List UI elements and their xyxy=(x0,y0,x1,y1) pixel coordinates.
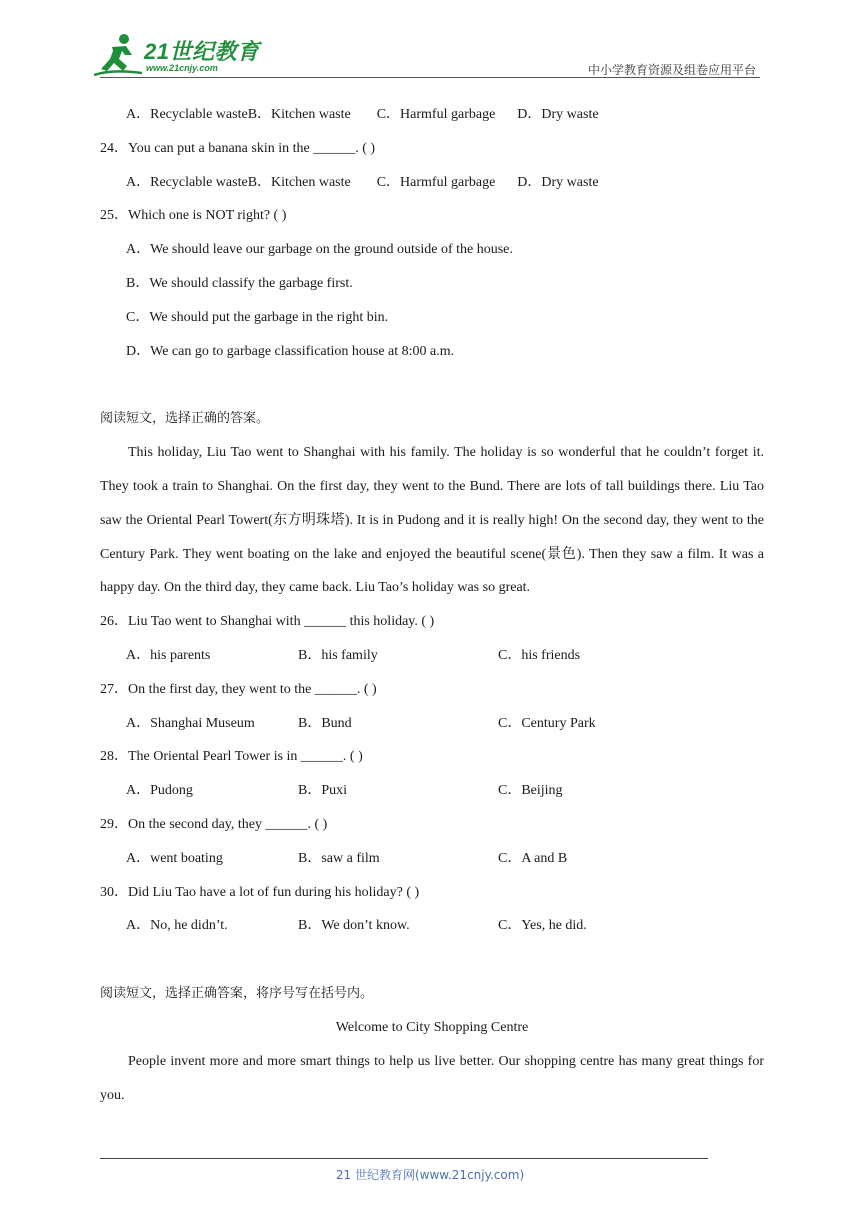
header-divider xyxy=(100,77,760,78)
q23-options xyxy=(100,98,764,132)
option-a: A．We should leave our garbage on the ground outside of the house. xyxy=(126,242,513,258)
option-c: C．Harmful garbage xyxy=(376,174,496,190)
q24-options xyxy=(100,166,764,200)
option-b: B．Puxi xyxy=(298,783,348,799)
question-options xyxy=(100,707,764,741)
option-b: B．his family xyxy=(298,647,378,663)
question-options xyxy=(100,909,764,943)
question-options xyxy=(100,842,764,876)
option-a: A．Recyclable waste xyxy=(126,174,248,190)
question-options xyxy=(100,774,764,808)
option-d: D．Dry waste xyxy=(517,174,599,190)
option-a: A．went boating xyxy=(126,850,223,866)
page-header xyxy=(0,0,860,82)
reading-passage: This holiday, Liu Tao went to Shanghai with his family. The holiday is so wonderful that he couldn’t forget it. They took a train to Shanghai. On the first day, they went to the Bund. There are lots of tall buildings there. Liu Tao saw the Oriental Pearl Towert(东方明珠塔). It is in Pudong and it is really high! On the second day, they went to the Century Park. They went boating on the lake and enjoyed the beautiful scene(景色). Then they saw a film. It was a happy day. On the third day, they came back. Liu Tao’s holiday was so great. xyxy=(100,445,764,596)
runner-logo-icon xyxy=(92,33,144,77)
section-instruction: 阅读短文，选择正确的答案。 xyxy=(100,411,270,427)
question-25: 25．Which one is NOT right? ( ) xyxy=(100,208,287,224)
question-item: 29．On the second day, they ______. ( ) xyxy=(100,816,328,832)
option-a: A．his parents xyxy=(126,647,211,663)
section-instruction: 阅读短文，选择正确答案，将序号写在括号内。 xyxy=(100,986,374,1002)
footer-divider xyxy=(100,1158,708,1159)
question-item: 26．Liu Tao went to Shanghai with ______ this holiday. ( ) xyxy=(100,614,435,630)
site-logo xyxy=(92,33,262,79)
question-24: 24．You can put a banana skin in the ______. ( ) xyxy=(100,140,376,156)
option-c: C．his friends xyxy=(498,647,581,663)
option-b: B．Bund xyxy=(298,715,352,731)
question-options xyxy=(100,639,764,673)
option-a: A．No, he didn’t. xyxy=(126,918,228,934)
option-d: D．We can go to garbage classification house at 8:00 a.m. xyxy=(126,343,455,359)
option-b: B．We should classify the garbage first. xyxy=(126,275,353,291)
option-b: B．Kitchen waste xyxy=(247,174,351,190)
option-c: C．A and B xyxy=(498,850,568,866)
page-footer: 21 世纪教育网(www.21cnjy.com) xyxy=(335,1168,525,1182)
question-list xyxy=(100,605,764,943)
option-a: A．Shanghai Museum xyxy=(126,715,255,731)
option-c: C．Harmful garbage xyxy=(376,107,496,122)
logo-url: www.21cnjy.com xyxy=(146,63,218,73)
question-item: 28．The Oriental Pearl Tower is in ______. ( ) xyxy=(100,749,363,765)
question-item: 27．On the first day, they went to the ______. ( ) xyxy=(100,681,377,697)
reading-passage: People invent more and more smart things to help us live better. Our shopping centre has many great things for you. xyxy=(100,1053,764,1103)
logo-text: 21世纪教育 xyxy=(144,39,260,64)
option-a: A．Recyclable waste xyxy=(126,107,248,122)
header-platform-name: 中小学教育资源及组卷应用平台 xyxy=(587,63,756,77)
option-c: C．We should put the garbage in the right bin. xyxy=(126,309,389,325)
option-b: B．We don’t know. xyxy=(298,918,410,934)
question-item: 30．Did Liu Tao have a lot of fun during his holiday? ( ) xyxy=(100,884,420,900)
option-b: B．saw a film xyxy=(298,850,380,866)
option-c: C．Yes, he did. xyxy=(498,918,587,934)
option-c: C．Century Park xyxy=(498,715,596,731)
option-b: B．Kitchen waste xyxy=(247,107,351,122)
option-d: D．Dry waste xyxy=(517,107,599,122)
option-a: A．Pudong xyxy=(126,783,193,799)
option-c: C．Beijing xyxy=(498,783,563,799)
document-body xyxy=(100,98,764,1112)
passage-title: Welcome to City Shopping Centre xyxy=(335,1019,529,1035)
